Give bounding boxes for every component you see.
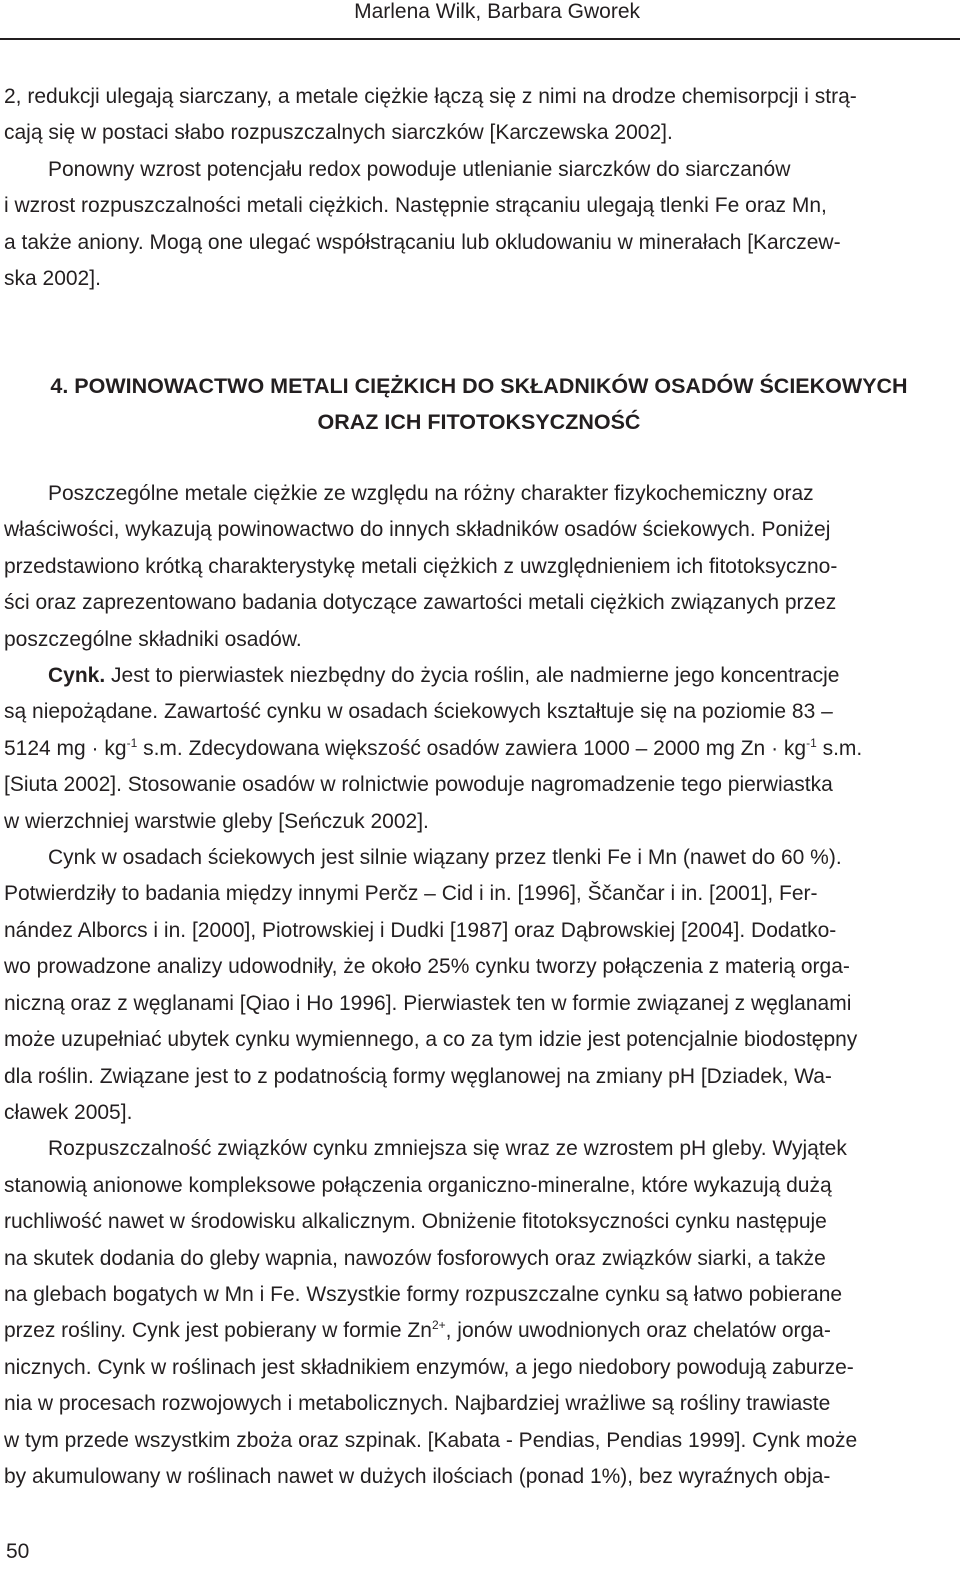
- body-line: [4, 658, 954, 694]
- body-line: [4, 1313, 954, 1349]
- body-line: w tym przede wszystkim zboża oraz szpinak. [Kabata - Pendias, Pendias 1999]. Cynk może: [4, 1428, 858, 1452]
- body-line: niczną oraz z węglanami [Qiao i Ho 1996]. Pierwiastek ten w formie związanej z węglanami: [4, 991, 852, 1015]
- intro-line: cają się w postaci słabo rozpuszczalnych siarczków [Karczewska 2002].: [4, 121, 673, 145]
- body-line: przedstawiono krótką charakterystykę metali ciężkich z uwzględnieniem ich fitotoksyczno-: [4, 554, 838, 578]
- body-line: stanowią anionowe kompleksowe połączenia organiczno-mineralne, które wykazują dużą: [4, 1173, 832, 1197]
- body-line: nández Alborcs i in. [2000], Piotrowskiej i Dudki [1987] oraz Dąbrowskiej [2004]. Dodatko-: [4, 918, 837, 942]
- running-head: Marlena Wilk, Barbara Gworek: [354, 0, 640, 23]
- body-line: są niepożądane. Zawartość cynku w osadach ściekowych kształtuje się na poziomie 83 –: [4, 700, 833, 724]
- section-heading-line: 4. POWINOWACTWO METALI CIĘŻKICH DO SKŁADNIKÓW OSADÓW ŚCIEKOWYCH: [50, 374, 908, 398]
- body-line: na glebach bogatych w Mn i Fe. Wszystkie formy rozpuszczalne cynku są łatwo pobierane: [4, 1282, 843, 1306]
- intro-line: Ponowny wzrost potencjału redox powoduje utlenianie siarczków do siarczanów: [48, 157, 791, 181]
- page-number: 50: [6, 1540, 30, 1563]
- body-line: [Siuta 2002]. Stosowanie osadów w rolnictwie powoduje nagromadzenie tego pierwiastka: [4, 773, 833, 797]
- body-line: ści oraz zaprezentowano badania dotyczące zawartości metali ciężkich związanych przez: [4, 591, 837, 615]
- section-body: [4, 476, 954, 1495]
- body-text-run: s.m. Zdecydowana większość osadów zawiera 1000 – 2000 mg Zn · kg: [137, 736, 807, 760]
- intro-line: a także aniony. Mogą one ulegać współstrącaniu lub okludowaniu w minerałach [Karczew-: [4, 230, 841, 254]
- intro-paragraph: [4, 79, 954, 297]
- body-text-run: s.m.: [816, 736, 863, 760]
- body-line: nia w procesach rozwojowych i metabolicznych. Najbardziej wrażliwe są rośliny trawiaste: [4, 1392, 831, 1416]
- superscript-charge: 2+: [431, 1318, 446, 1333]
- body-line: cławek 2005].: [4, 1100, 133, 1124]
- body-line: nicznych. Cynk w roślinach jest składnikiem enzymów, a jego niedobory powodują zaburze-: [4, 1355, 854, 1379]
- header-rule: [0, 38, 960, 40]
- section-heading-line: ORAZ ICH FITOTOKSYCZNOŚĆ: [317, 410, 641, 434]
- body-line: [4, 731, 954, 767]
- superscript-exponent: -1: [806, 735, 817, 750]
- body-text-run: Jest to pierwiastek niezbędny do życia roślin, ale nadmierne jego koncentracje: [105, 664, 840, 688]
- body-line: w wierzchniej warstwie gleby [Seńczuk 2002].: [4, 809, 429, 833]
- body-line: wo prowadzone analizy udowodniły, że około 25% cynku tworzy połączenia z materią orga-: [4, 955, 850, 979]
- body-line: Cynk w osadach ściekowych jest silnie wiązany przez tlenki Fe i Mn (nawet do 60 %).: [48, 846, 842, 870]
- body-line: Rozpuszczalność związków cynku zmniejsza się wraz ze wzrostem pH gleby. Wyjątek: [48, 1137, 847, 1161]
- body-line: by akumulowany w roślinach nawet w dużych ilościach (ponad 1%), bez wyraźnych obja-: [4, 1464, 831, 1488]
- intro-line: ska 2002].: [4, 267, 101, 291]
- body-text-run: 5124 mg · kg: [4, 736, 127, 760]
- body-line: Poszczególne metale ciężkie ze względu na różny charakter fizykochemiczny oraz: [48, 482, 814, 505]
- body-text-run: przez rośliny. Cynk jest pobierany w formie Zn: [4, 1319, 432, 1343]
- superscript-exponent: -1: [126, 735, 138, 750]
- body-line: dla roślin. Związane jest to z podatnością formy węglanowej na zmiany pH [Dziadek, Wa-: [4, 1064, 832, 1088]
- body-line: na skutek dodania do gleby wapnia, nawozów fosforowych oraz związków siarki, a także: [4, 1246, 826, 1270]
- body-line: poszczególne składniki osadów.: [4, 627, 302, 651]
- body-line: ruchliwość nawet w środowisku alkalicznym. Obniżenie fitotoksyczności cynku następuje: [4, 1210, 827, 1234]
- body-line: Potwierdziły to badania między innymi Perčz – Cid i in. [1996], Ščančar i in. [2001], Fer-: [4, 882, 818, 906]
- intro-line: i wzrost rozpuszczalności metali ciężkich. Następnie strącaniu ulegają tlenki Fe oraz Mn,: [4, 194, 827, 218]
- zinc-lead-term: Cynk.: [48, 664, 106, 688]
- body-text-run: , jonów uwodnionych oraz chelatów orga-: [445, 1319, 831, 1343]
- section-heading: [4, 368, 954, 440]
- intro-line: 2, redukcji ulegają siarczany, a metale ciężkie łączą się z nimi na drodze chemisorpcji i strą-: [4, 85, 857, 108]
- body-line: właściwości, wykazują powinowactwo do innych składników osadów ściekowych. Poniżej: [4, 518, 831, 542]
- body-line: może uzupełniać ubytek cynku wymiennego, a co za tym idzie jest potencjalnie biodostępny: [4, 1028, 858, 1052]
